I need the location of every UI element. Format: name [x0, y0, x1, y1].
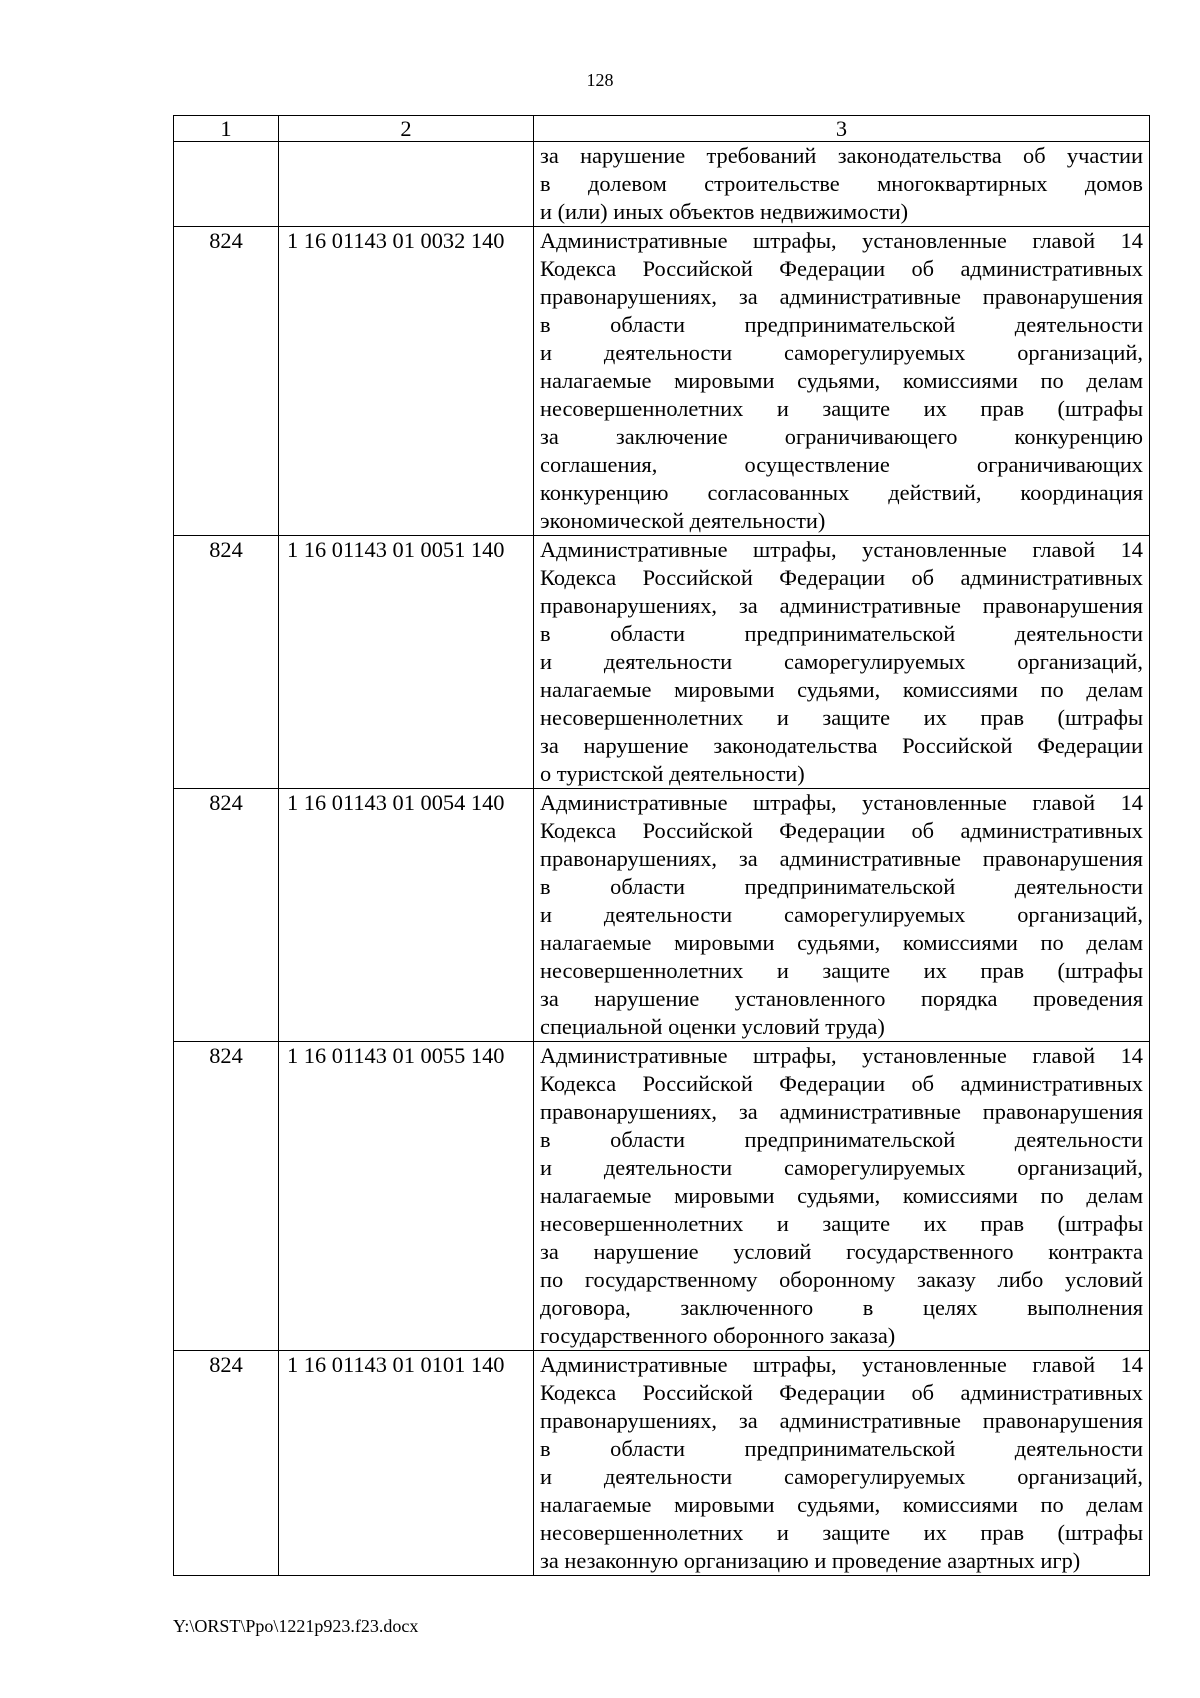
table-row — [174, 1351, 1150, 1576]
description-line: в области предпринимательской деятельности — [540, 1127, 1143, 1152]
table-row — [174, 536, 1150, 789]
description-line: специальной оценки условий труда) — [540, 1014, 885, 1039]
admin-code-cell: 824 — [174, 227, 279, 536]
admin-code-cell: 824 — [174, 536, 279, 789]
description-line: за нарушение установленного порядка проведения — [540, 986, 1143, 1011]
description-line: в области предпринимательской деятельности — [540, 874, 1143, 899]
description-line: и (или) иных объектов недвижимости) — [540, 199, 909, 224]
description-line: и деятельности саморегулируемых организаций, — [540, 902, 1143, 927]
description-line: за заключение ограничивающего конкуренцию — [540, 424, 1143, 449]
description-line: налагаемые мировыми судьями, комиссиями по делам — [540, 677, 1143, 702]
description-line: соглашения, осуществление ограничивающих — [540, 452, 1143, 477]
description-line: и деятельности саморегулируемых организаций, — [540, 1464, 1143, 1489]
description-line: Кодекса Российской Федерации об административных — [540, 1071, 1143, 1096]
description-cell — [534, 1351, 1150, 1576]
description-line: в области предпринимательской деятельности — [540, 312, 1143, 337]
description-line: правонарушениях, за административные правонарушения — [540, 284, 1143, 309]
table-row — [174, 789, 1150, 1042]
description-cell — [534, 789, 1150, 1042]
description-line: государственного оборонного заказа) — [540, 1323, 896, 1348]
description-line: договора, заключенного в целях выполнения — [540, 1295, 1143, 1320]
budget-classification-code-cell: 1 16 01143 01 0054 140 — [279, 789, 534, 1042]
description-line: налагаемые мировыми судьями, комиссиями по делам — [540, 1183, 1143, 1208]
description-line: несовершеннолетних и защите их прав (штрафы — [540, 396, 1143, 421]
budget-classification-code-cell: 1 16 01143 01 0051 140 — [279, 536, 534, 789]
page-number: 128 — [586, 70, 614, 90]
description-line: правонарушениях, за административные правонарушения — [540, 846, 1143, 871]
description-cell — [534, 1042, 1150, 1351]
description-cell — [534, 536, 1150, 789]
description-cell — [534, 227, 1150, 536]
description-line: за нарушение условий государственного контракта — [540, 1239, 1143, 1264]
admin-code-cell: 824 — [174, 1351, 279, 1576]
description-line: и деятельности саморегулируемых организаций, — [540, 340, 1143, 365]
budget-classification-code-cell: 1 16 01143 01 0055 140 — [279, 1042, 534, 1351]
description-line: Административные штрафы, установленные главой 14 — [540, 1352, 1143, 1377]
budget-classification-code-cell: 1 16 01143 01 0032 140 — [279, 227, 534, 536]
description-line: Кодекса Российской Федерации об административных — [540, 818, 1143, 843]
description-line: и деятельности саморегулируемых организаций, — [540, 1155, 1143, 1180]
description-line: в области предпринимательской деятельности — [540, 1436, 1143, 1461]
description-line: налагаемые мировыми судьями, комиссиями по делам — [540, 930, 1143, 955]
description-line: в области предпринимательской деятельности — [540, 621, 1143, 646]
table-row — [174, 1042, 1150, 1351]
description-line: несовершеннолетних и защите их прав (штрафы — [540, 705, 1143, 730]
description-line: несовершеннолетних и защите их прав (штрафы — [540, 958, 1143, 983]
description-line: конкуренцию согласованных действий, координация — [540, 480, 1143, 505]
description-line: Административные штрафы, установленные главой 14 — [540, 790, 1143, 815]
admin-code-cell — [174, 142, 279, 227]
description-line: по государственному оборонному заказу либо условий — [540, 1267, 1143, 1292]
description-line: налагаемые мировыми судьями, комиссиями по делам — [540, 1492, 1143, 1517]
description-line: о туристской деятельности) — [540, 761, 805, 786]
description-line: правонарушениях, за административные правонарушения — [540, 1408, 1143, 1433]
description-line: несовершеннолетних и защите их прав (штрафы — [540, 1211, 1143, 1236]
description-line: экономической деятельности) — [540, 508, 826, 533]
description-line: Административные штрафы, установленные главой 14 — [540, 1043, 1143, 1068]
budget-classification-code-cell — [279, 142, 534, 227]
footer-file-path: Y:\ORST\Ppo\1221p923.f23.docx — [173, 1616, 419, 1636]
admin-code-cell: 824 — [174, 789, 279, 1042]
table-header-row — [174, 116, 1150, 142]
description-line: и деятельности саморегулируемых организаций, — [540, 649, 1143, 674]
table-row — [174, 142, 1150, 227]
column-header-3: 3 — [534, 116, 1150, 142]
description-line: правонарушениях, за административные правонарушения — [540, 593, 1143, 618]
description-line: за незаконную организацию и проведение азартных игр) — [540, 1548, 1081, 1573]
description-line: за нарушение законодательства Российской Федерации — [540, 733, 1143, 758]
budget-codes-table — [173, 115, 1150, 1576]
description-line: Кодекса Российской Федерации об административных — [540, 1380, 1143, 1405]
description-line: Кодекса Российской Федерации об административных — [540, 256, 1143, 281]
description-line: Административные штрафы, установленные главой 14 — [540, 537, 1143, 562]
description-line: правонарушениях, за административные правонарушения — [540, 1099, 1143, 1124]
table-row — [174, 227, 1150, 536]
description-line: в долевом строительстве многоквартирных домов — [540, 171, 1143, 196]
admin-code-cell: 824 — [174, 1042, 279, 1351]
description-line: Административные штрафы, установленные главой 14 — [540, 228, 1143, 253]
column-header-2: 2 — [279, 116, 534, 142]
description-cell — [534, 142, 1150, 227]
description-line: несовершеннолетних и защите их прав (штрафы — [540, 1520, 1143, 1545]
description-line: налагаемые мировыми судьями, комиссиями по делам — [540, 368, 1143, 393]
description-line: за нарушение требований законодательства об участии — [540, 143, 1143, 168]
budget-classification-code-cell: 1 16 01143 01 0101 140 — [279, 1351, 534, 1576]
column-header-1: 1 — [174, 116, 279, 142]
description-line: Кодекса Российской Федерации об административных — [540, 565, 1143, 590]
